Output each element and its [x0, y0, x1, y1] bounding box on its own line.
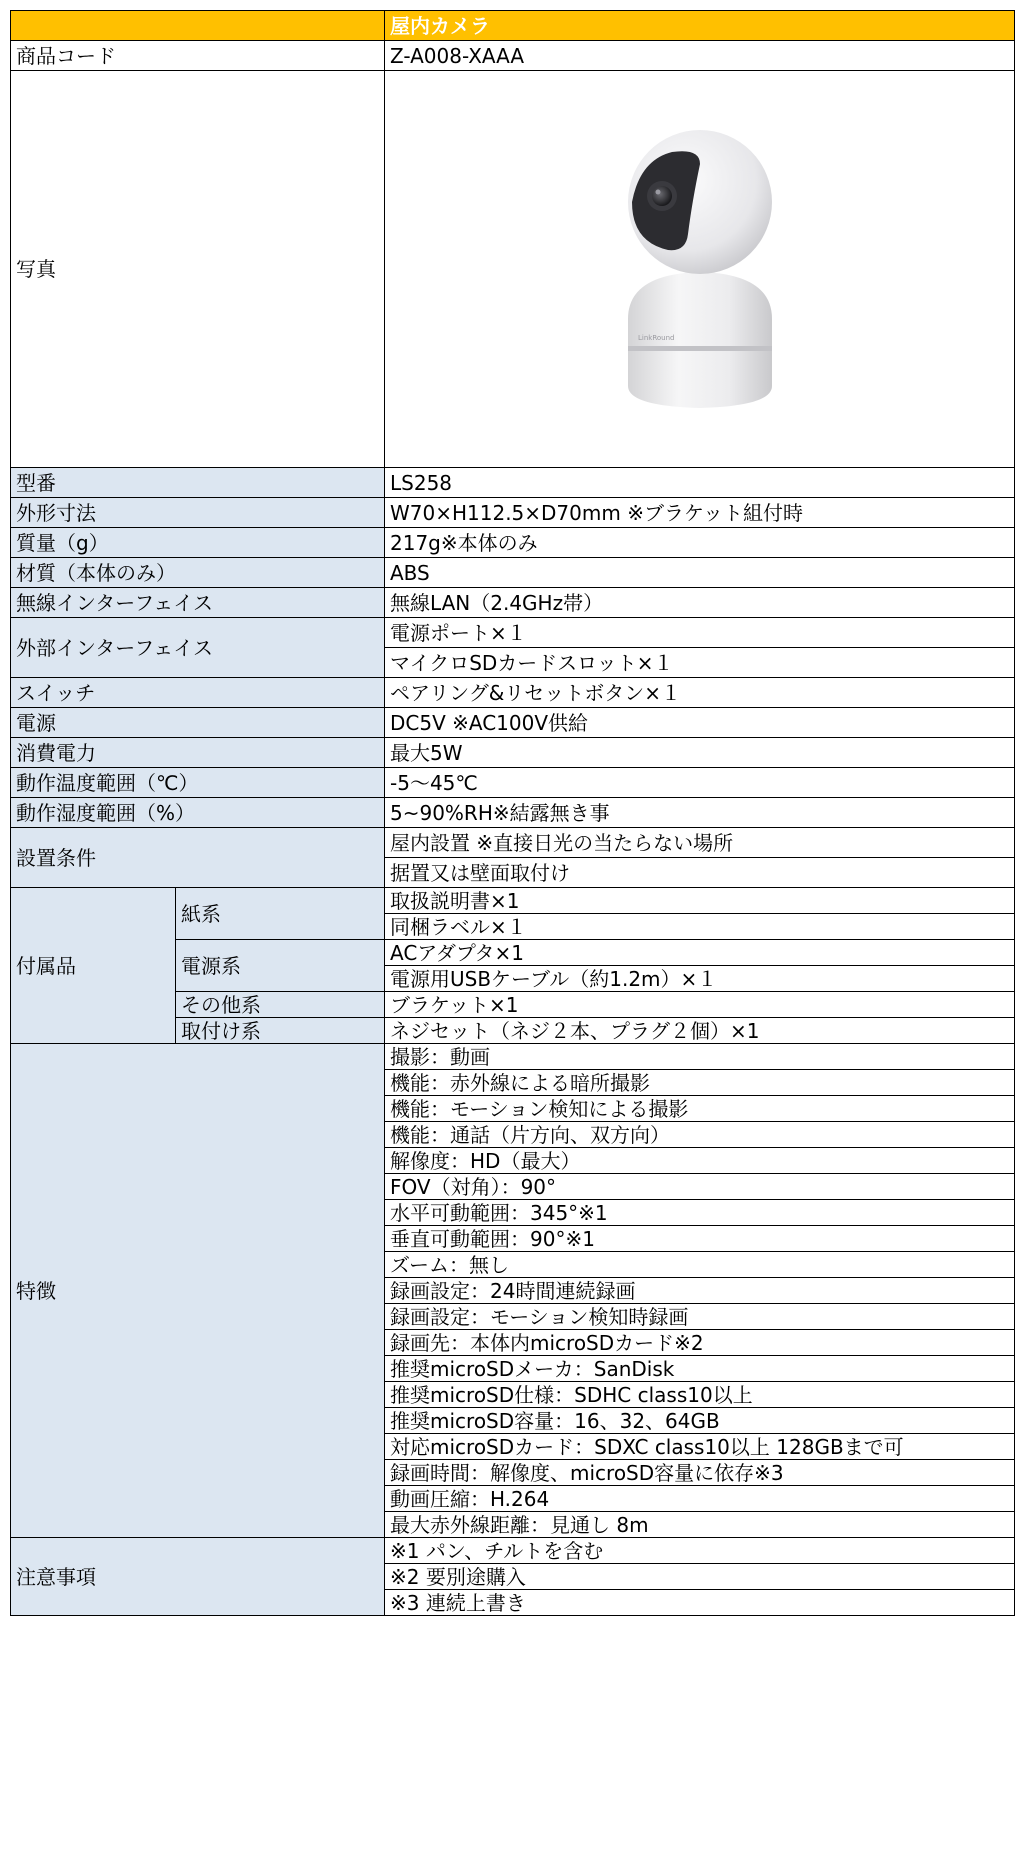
temp-range-label: 動作温度範囲（℃）	[11, 768, 385, 798]
note-item: ※1 パン、チルトを含む	[385, 1538, 1015, 1564]
accessories-item: ACアダプタ×1	[385, 940, 1015, 966]
row-photo	[11, 71, 1015, 468]
photo-label: 写真	[11, 71, 385, 468]
accessories-item: ブラケット×1	[385, 992, 1015, 1018]
header-blank-cell	[11, 11, 385, 41]
weight-label: 質量（g）	[11, 528, 385, 558]
row-dimensions	[11, 498, 1015, 528]
row-consumption	[11, 738, 1015, 768]
install-value-2: 据置又は壁面取付け	[385, 858, 1015, 888]
accessories-group-power: 電源系	[176, 940, 385, 992]
power-value: DC5V ※AC100V供給	[385, 708, 1015, 738]
product-code-label: 商品コード	[11, 41, 385, 71]
external-value-2: マイクロSDカードスロット×１	[385, 648, 1015, 678]
feature-item: 解像度：HD（最大）	[385, 1148, 1015, 1174]
row-weight	[11, 528, 1015, 558]
feature-item: 垂直可動範囲：90°※1	[385, 1226, 1015, 1252]
row-humidity-range	[11, 798, 1015, 828]
external-label: 外部インターフェイス	[11, 618, 385, 678]
camera-lens-glint	[655, 190, 660, 195]
camera-band	[628, 346, 772, 351]
wireless-label: 無線インターフェイス	[11, 588, 385, 618]
wireless-value: 無線LAN（2.4GHz帯）	[385, 588, 1015, 618]
dimensions-label: 外形寸法	[11, 498, 385, 528]
humidity-range-label: 動作湿度範囲（%）	[11, 798, 385, 828]
accessories-group-other: その他系	[176, 992, 385, 1018]
feature-item: FOV（対角）：90°	[385, 1174, 1015, 1200]
row-product-code	[11, 41, 1015, 71]
product-code-value: Z-A008-XAAA	[385, 41, 1015, 71]
features-label: 特徴	[11, 1044, 385, 1538]
feature-item: 機能：赤外線による暗所撮影	[385, 1070, 1015, 1096]
feature-item: 録画時間：解像度、microSD容量に依存※3	[385, 1460, 1015, 1486]
camera-brand-mark: LinkRound	[637, 334, 674, 342]
row-features-1	[11, 1044, 1015, 1070]
switch-label: スイッチ	[11, 678, 385, 708]
material-label: 材質（本体のみ）	[11, 558, 385, 588]
row-power	[11, 708, 1015, 738]
feature-item: 録画設定：モーション検知時録画	[385, 1304, 1015, 1330]
accessories-label: 付属品	[11, 888, 176, 1044]
accessories-item: 取扱説明書×1	[385, 888, 1015, 914]
model-value: LS258	[385, 468, 1015, 498]
feature-item: 推奨microSD容量：16、32、64GB	[385, 1408, 1015, 1434]
model-label: 型番	[11, 468, 385, 498]
feature-item: 機能：モーション検知による撮影	[385, 1096, 1015, 1122]
notes-label: 注意事項	[11, 1538, 385, 1616]
feature-item: 録画設定：24時間連続録画	[385, 1278, 1015, 1304]
feature-item: 動画圧縮：H.264	[385, 1486, 1015, 1512]
row-accessories-1	[11, 888, 1015, 914]
photo-cell	[385, 71, 1015, 468]
feature-item: 水平可動範囲：345°※1	[385, 1200, 1015, 1226]
row-temp-range	[11, 768, 1015, 798]
row-external	[11, 618, 1015, 648]
accessories-item: 同梱ラベル×１	[385, 914, 1015, 940]
humidity-range-value: 5~90%RH※結露無き事	[385, 798, 1015, 828]
feature-item: ズーム：無し	[385, 1252, 1015, 1278]
camera-lens	[652, 186, 672, 206]
weight-value: 217g※本体のみ	[385, 528, 1015, 558]
spec-table	[10, 10, 1015, 1616]
accessories-item: ネジセット（ネジ２本、プラグ２個）×1	[385, 1018, 1015, 1044]
note-item: ※3 連続上書き	[385, 1590, 1015, 1616]
feature-item: 推奨microSD仕様：SDHC class10以上	[385, 1382, 1015, 1408]
header-row	[11, 11, 1015, 41]
row-install	[11, 828, 1015, 858]
consumption-value: 最大5W	[385, 738, 1015, 768]
feature-item: 録画先：本体内microSDカード※2	[385, 1330, 1015, 1356]
feature-item: 撮影：動画	[385, 1044, 1015, 1070]
feature-item: 機能：通話（片方向、双方向）	[385, 1122, 1015, 1148]
install-label: 設置条件	[11, 828, 385, 888]
consumption-label: 消費電力	[11, 738, 385, 768]
row-material	[11, 558, 1015, 588]
external-value-1: 電源ポート×１	[385, 618, 1015, 648]
feature-item: 推奨microSDメーカ：SanDisk	[385, 1356, 1015, 1382]
material-value: ABS	[385, 558, 1015, 588]
accessories-group-mounting: 取付け系	[176, 1018, 385, 1044]
feature-item: 最大赤外線距離：見通し 8m	[385, 1512, 1015, 1538]
temp-range-value: -5～45℃	[385, 768, 1015, 798]
switch-value: ペアリング&リセットボタン×１	[385, 678, 1015, 708]
camera-image	[600, 124, 800, 414]
row-switch	[11, 678, 1015, 708]
row-wireless	[11, 588, 1015, 618]
header-title: 屋内カメラ	[385, 11, 1015, 41]
feature-item: 対応microSDカード：SDXC class10以上 128GBまで可	[385, 1434, 1015, 1460]
row-notes-1	[11, 1538, 1015, 1564]
accessories-item: 電源用USBケーブル（約1.2m）×１	[385, 966, 1015, 992]
power-label: 電源	[11, 708, 385, 738]
install-value-1: 屋内設置 ※直接日光の当たらない場所	[385, 828, 1015, 858]
note-item: ※2 要別途購入	[385, 1564, 1015, 1590]
accessories-group-paper: 紙系	[176, 888, 385, 940]
dimensions-value: W70×H112.5×D70mm ※ブラケット組付時	[385, 498, 1015, 528]
row-model	[11, 468, 1015, 498]
